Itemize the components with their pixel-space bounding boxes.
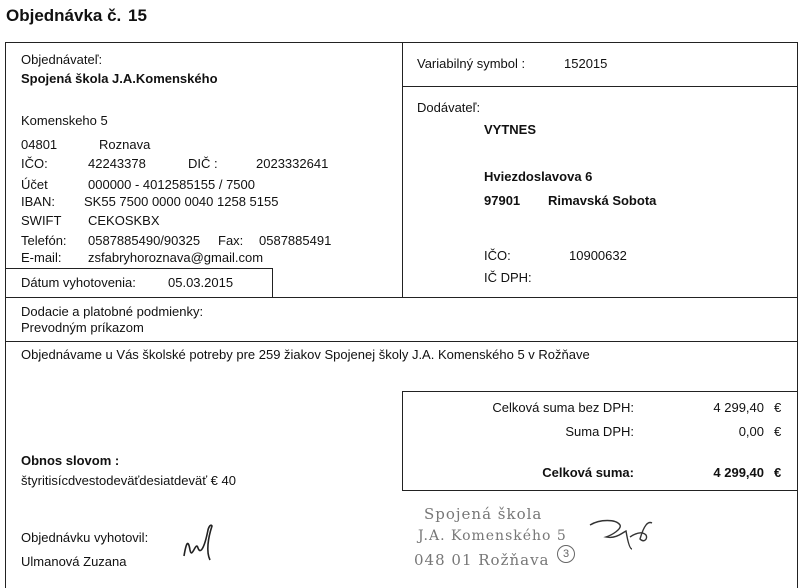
total-value: 4 299,40 [713,465,764,480]
buyer-account-label: Účet [21,177,48,192]
issue-date-label: Dátum vyhotovenia: [21,275,136,290]
totals-box-left [402,391,403,491]
supplier-label: Dodávateľ: [417,100,481,115]
buyer-city: Roznava [99,137,151,152]
totals-box-bottom [402,490,797,491]
buyer-ico: 42243378 [88,156,146,171]
stamp-line-1: Spojená škola [424,505,543,523]
buyer-ico-label: IČO: [21,156,48,171]
stamp-line-3: 048 01 Rožňava [414,551,550,569]
buyer-label: Objednávateľ: [21,52,103,67]
date-box-top [5,268,272,269]
vs-divider [402,86,797,87]
signature-icon [178,520,218,564]
buyer-phone: 0587885490/90325 [88,233,201,248]
buyer-fax-label: Fax: [218,233,244,248]
stamp-line-2: J.A. Komenského 5 [418,528,567,544]
frame-right [797,42,798,588]
buyer-name: Spojená škola J.A.Komenského [21,71,218,86]
in-words-value: štyritisícdvestodeväťdesiatdeväť € 40 [21,473,236,488]
subtotal-value: 4 299,40 [713,400,764,415]
buyer-email: zsfabryhoroznava@gmail.com [88,250,264,265]
issue-date: 05.03.2015 [168,275,234,290]
order-title: Objednávka č. [6,6,122,25]
total-currency: € [774,465,782,480]
signature-icon [586,515,660,553]
terms-bottom [5,341,797,342]
subtotal-currency: € [774,400,782,415]
in-words-label: Obnos slovom : [21,453,120,468]
vat-currency: € [774,424,782,439]
variable-symbol-label: Variabilný symbol : [417,56,526,71]
terms-value: Prevodným príkazom [21,320,144,335]
buyer-street: Komenskeho 5 [21,113,108,128]
buyer-account: 000000 - 4012585155 / 7500 [88,177,255,192]
date-box-right [272,268,273,297]
buyer-iban: SK55 7500 0000 0040 1258 5155 [84,194,279,209]
buyer-swift: CEKOSKBX [88,213,160,228]
issued-by-name: Ulmanová Zuzana [21,554,127,569]
supplier-street: Hviezdoslavova 6 [484,169,593,184]
frame-top [5,42,797,43]
buyer-fax: 0587885491 [259,233,332,248]
supplier-name: VYTNES [484,122,537,137]
issued-by-label: Objednávku vyhotovil: [21,530,149,545]
supplier-ico: 10900632 [569,248,627,263]
stamp-number-badge: 3 [557,545,575,563]
buyer-email-label: E-mail: [21,250,62,265]
buyer-dic: 2023332641 [256,156,329,171]
vat-label: Suma DPH: [565,424,634,439]
supplier-city: Rimavská Sobota [548,193,657,208]
terms-top [5,297,797,298]
buyer-dic-label: DIČ : [188,156,218,171]
supplier-ico-label: IČO: [484,248,511,263]
supplier-icdph-label: IČ DPH: [484,270,532,285]
buyer-iban-label: IBAN: [21,194,55,209]
total-label: Celková suma: [542,465,634,480]
buyer-swift-label: SWIFT [21,213,62,228]
vat-value: 0,00 [738,424,764,439]
order-text: Objednávame u Vás školské potreby pre 259 žiakov Spojenej školy J.A. Komenského 5 v Rožňave [21,347,590,362]
buyer-phone-label: Telefón: [21,233,67,248]
order-number: 15 [128,6,147,25]
buyer-right-divider [402,42,403,297]
subtotal-label: Celková suma bez DPH: [492,400,634,415]
frame-left [5,42,6,588]
supplier-zip: 97901 [484,193,521,208]
variable-symbol-value: 152015 [564,56,608,71]
totals-box-top [402,391,797,392]
buyer-zip: 04801 [21,137,58,152]
terms-label: Dodacie a platobné podmienky: [21,304,204,319]
